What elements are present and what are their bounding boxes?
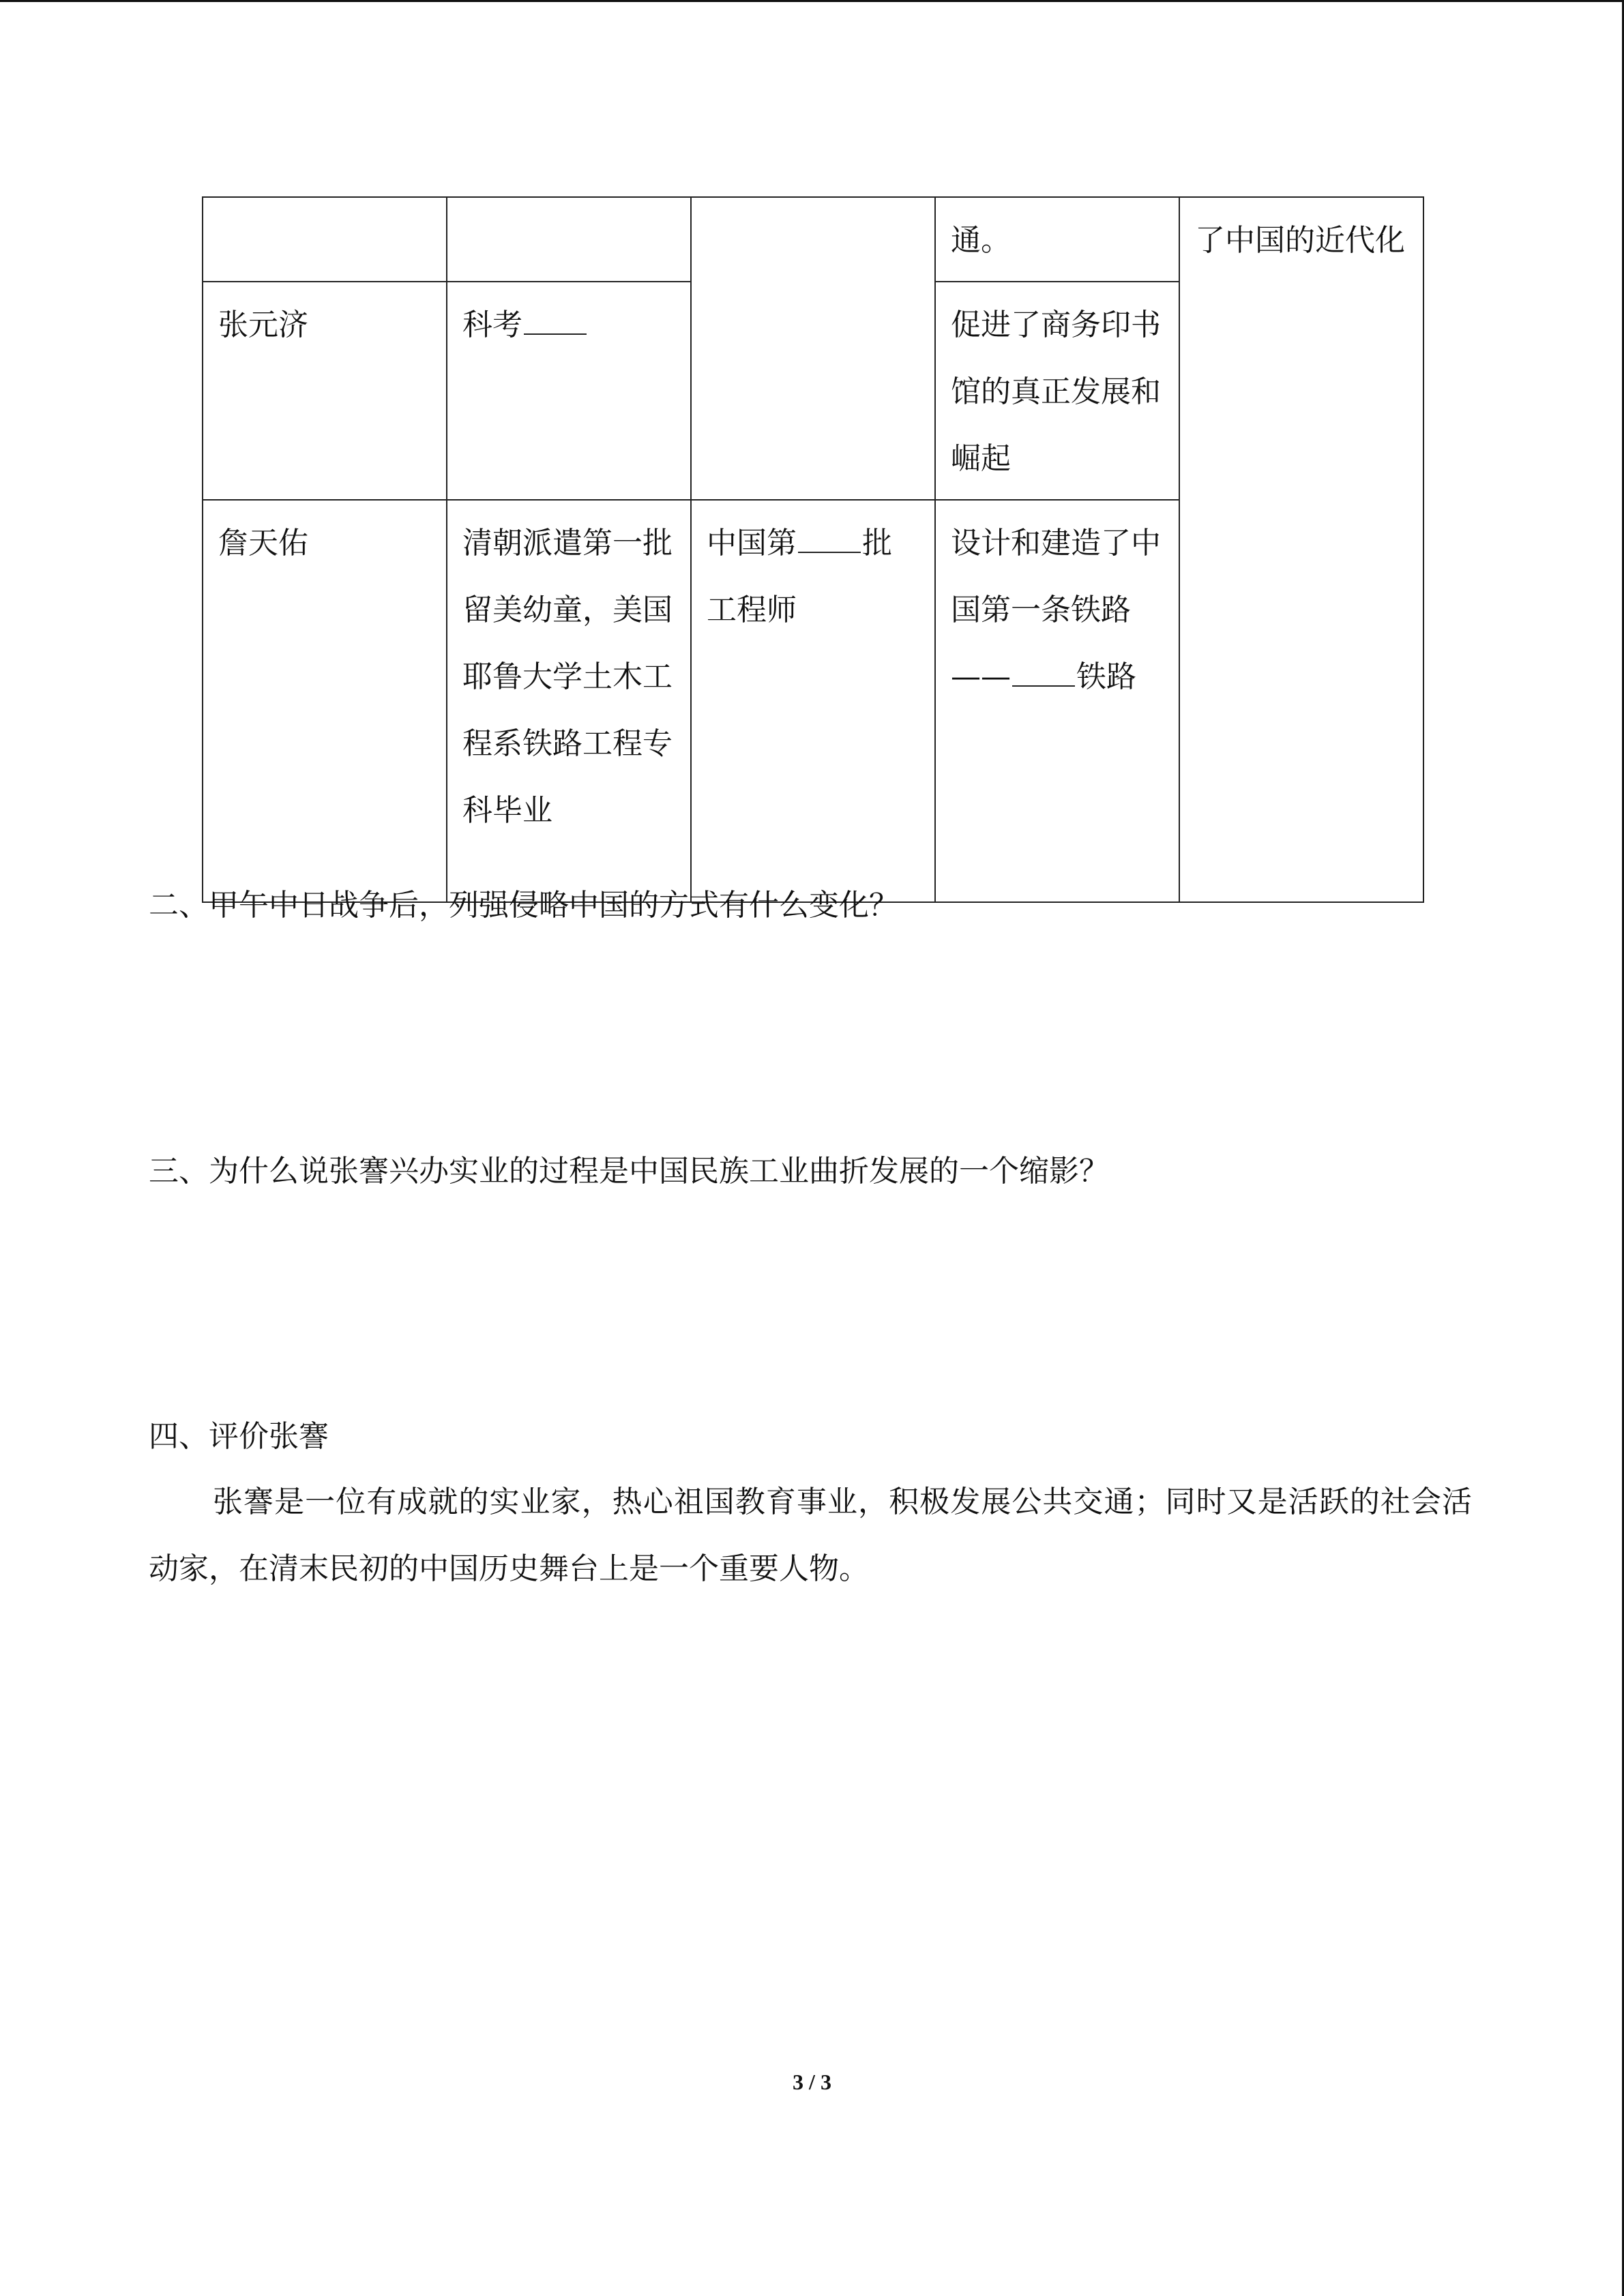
cell-text: 批工程师 (707, 526, 892, 627)
table-cell (447, 282, 691, 500)
table-cell (935, 500, 1179, 902)
question-4: 四、评价张謇 (149, 1419, 329, 1454)
table-cell (691, 500, 935, 902)
table-cell (203, 197, 447, 282)
fill-blank (524, 299, 587, 335)
table-cell: 了中国的近代化 (1179, 197, 1423, 902)
page-top-border (0, 0, 1624, 2)
figures-table (202, 196, 1424, 903)
evaluation-paragraph: 张謇是一位有成就的实业家，热心祖国教育事业，积极发展公共交通；同时又是活跃的社会活动家，在清末民初的中国历史舞台上是一个重要人物。 (149, 1485, 1472, 1586)
table-cell (691, 197, 935, 500)
fill-blank (798, 518, 861, 553)
table-row (203, 197, 1423, 282)
question-2: 二、甲午中日战争后，列强侵略中国的方式有什么变化？ (149, 888, 899, 923)
fill-blank (1012, 651, 1075, 687)
cell-text: 中国第 (707, 526, 797, 561)
cell-text: 科考 (462, 308, 522, 342)
table-cell: 通。 (935, 197, 1179, 282)
table-cell: 清朝派遣第一批留美幼童，美国耶鲁大学土木工程系铁路工程专科毕业 (447, 500, 691, 902)
table-cell: 张元济 (203, 282, 447, 500)
question-3: 三、为什么说张謇兴办实业的过程是中国民族工业曲折发展的一个缩影？ (149, 1154, 1109, 1189)
table-cell (447, 197, 691, 282)
page-number: 3 / 3 (793, 2070, 831, 2094)
table-cell: 詹天佑 (203, 500, 447, 902)
table-cell: 促进了商务印书馆的真正发展和崛起 (935, 282, 1179, 500)
cell-text: 铁路 (1076, 659, 1136, 694)
cell-text: 设计和建造了中国第一条铁路—— (951, 526, 1161, 694)
